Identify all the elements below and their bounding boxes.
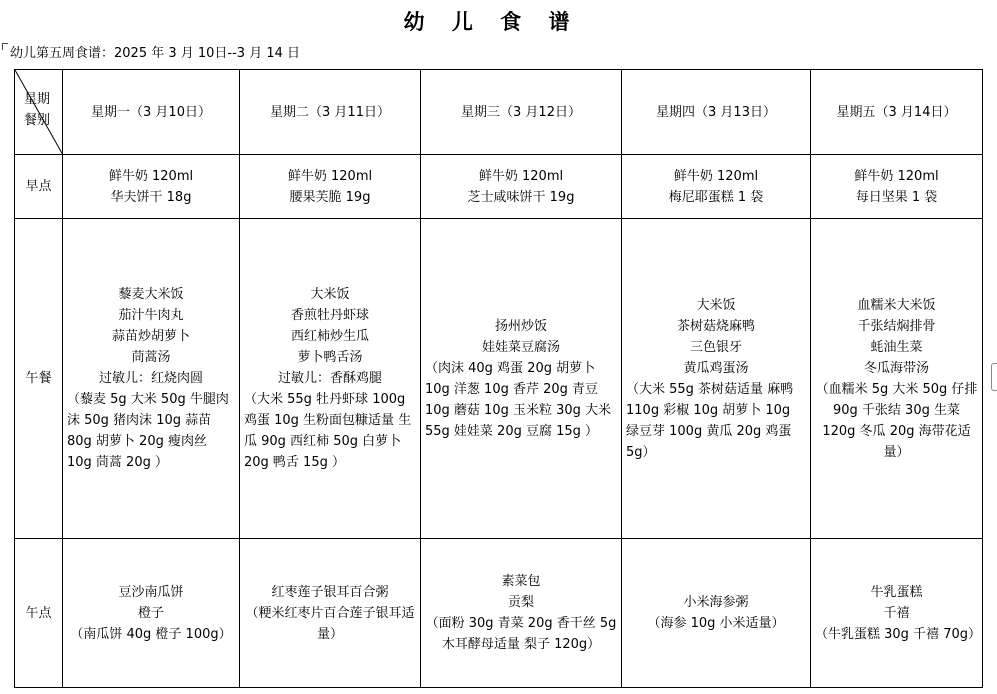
lunch-ingredients: （血糯米 5g 大米 50g 仔排 90g 千张结 30g 生菜 120g 冬瓜 20g 海带花适量）: [815, 381, 978, 460]
lunch-dish: 大米饭: [310, 287, 350, 302]
afternoon-cell: [421, 539, 622, 688]
day-header: 星期二（3 月11日）: [240, 70, 421, 155]
lunch-cell: [622, 219, 811, 539]
breakfast-item: 鲜牛奶 120ml: [854, 168, 939, 184]
lunch-dish: 扬州炒饭: [494, 318, 547, 334]
breakfast-item: 每日坚果 1 袋: [855, 189, 938, 205]
breakfast-cell: [240, 155, 421, 219]
day-header: 星期五（3 月14日）: [811, 70, 983, 155]
breakfast-cell: [421, 155, 622, 219]
lunch-dish: 千张结焖排骨: [857, 318, 936, 334]
lunch-dish: 冬瓜海带汤: [863, 360, 929, 376]
lunch-dish: 茶树菇烧麻鸭: [676, 318, 755, 334]
afternoon-cell: [811, 539, 983, 688]
lunch-dish: 藜麦大米饭: [118, 287, 184, 302]
afternoon-ingredients: （海参 10g 小米适量）: [647, 616, 785, 631]
lunch-allergy-dish: 过敏儿：香酥鸡腿: [277, 371, 382, 386]
breakfast-item: 鲜牛奶 120ml: [108, 168, 194, 184]
afternoon-item: 牛乳蛋糕: [870, 584, 923, 600]
row-label-breakfast: 早点: [15, 155, 63, 219]
breakfast-cell: [63, 155, 240, 219]
breakfast-item: 芝士咸味饼干 19g: [467, 189, 575, 205]
lunch-allergy-dish: 过敏儿：红烧肉圆: [98, 371, 203, 386]
afternoon-item: 千禧: [883, 605, 910, 621]
lunch-dish: 黄瓜鸡蛋汤: [683, 360, 749, 376]
breakfast-cell: [622, 155, 811, 219]
afternoon-cell: [63, 539, 240, 688]
afternoon-item: 贡梨: [507, 595, 534, 610]
breakfast-item: 鲜牛奶 120ml: [478, 168, 564, 184]
breakfast-item: 鲜牛奶 120ml: [673, 168, 759, 184]
row-label-lunch: 午餐: [15, 219, 63, 539]
day-header: 星期一（3 月10日）: [63, 70, 240, 155]
afternoon-item: 素菜包: [501, 574, 541, 589]
side-handle[interactable]: [991, 363, 997, 391]
anchor-marker: [2, 43, 8, 50]
corner-label-meal: 餐别: [23, 113, 50, 128]
afternoon-item: 橙子: [137, 605, 164, 621]
lunch-dish: 血糯米大米饭: [857, 297, 936, 313]
corner-cell: [15, 70, 63, 155]
lunch-cell: [421, 219, 622, 539]
lunch-dish: 西红柿炒生瓜: [290, 329, 369, 344]
lunch-dish: 大米饭: [696, 297, 736, 313]
lunch-cell: [240, 219, 421, 539]
row-label-afternoon: 午点: [15, 539, 63, 688]
lunch-dish: 蚝油生菜: [870, 339, 923, 355]
lunch-dish: 蒜苗炒胡萝卜: [111, 329, 190, 344]
afternoon-ingredients: （面粉 30g 青菜 20g 香干丝 5g 木耳酵母适量 梨子 120g）: [425, 616, 617, 652]
lunch-dish: 萝卜鸭舌汤: [297, 350, 363, 365]
lunch-ingredients: （大米 55g 茶树菇适量 麻鸭 110g 彩椒 10g 胡萝卜 10g 绿豆芽 100g 黄瓜 20g 鸡蛋 5g）: [626, 381, 794, 460]
lunch-ingredients: （藜麦 5g 大米 50g 牛腿肉沫 50g 猪肉沫 10g 蒜苗 80g 胡萝卜 20g 瘦肉丝 10g 茼蒿 20g ）: [67, 392, 229, 470]
lunch-cell: [63, 219, 240, 539]
lunch-cell: [811, 219, 983, 539]
lunch-dish: 娃娃菜豆腐汤: [481, 339, 560, 355]
corner-label-week: 星期: [23, 92, 50, 107]
afternoon-item: 小米海参粥: [683, 595, 749, 610]
breakfast-cell: [811, 155, 983, 219]
afternoon-item: 豆沙南瓜饼: [118, 584, 184, 600]
afternoon-cell: [622, 539, 811, 688]
lunch-row: [15, 219, 983, 539]
header-row: [15, 70, 983, 155]
lunch-dish: 茄汁牛肉丸: [118, 308, 184, 323]
breakfast-item: 梅尼耶蛋糕 1 袋: [668, 189, 764, 205]
day-header: 星期四（3 月13日）: [622, 70, 811, 155]
lunch-dish: 三色银牙: [689, 339, 742, 355]
menu-week-subtitle: 幼儿第五周食谱：2025 年 3 月 10日--3 月 14 日: [10, 46, 301, 61]
afternoon-ingredients: （牛乳蛋糕 30g 千禧 70g）: [815, 626, 981, 642]
breakfast-item: 华夫饼干 18g: [110, 189, 192, 205]
lunch-dish: 茼蒿汤: [131, 350, 171, 365]
afternoon-cell: [240, 539, 421, 688]
menu-table: [14, 69, 983, 688]
breakfast-item: 腰果芙脆 19g: [289, 189, 371, 205]
breakfast-item: 鲜牛奶 120ml: [287, 168, 373, 184]
day-header: 星期三（3 月12日）: [421, 70, 622, 155]
afternoon-row: [15, 539, 983, 688]
lunch-dish: 香煎牡丹虾球: [290, 308, 369, 323]
afternoon-item: 红枣莲子银耳百合粥: [271, 584, 389, 600]
lunch-ingredients: （大米 55g 牡丹虾球 100g 鸡蛋 10g 生粉面包糠适量 生瓜 90g 西红柿 50g 白萝卜 20g 鸭舌 15g ）: [244, 392, 412, 470]
afternoon-ingredients: （南瓜饼 40g 橙子 100g）: [70, 626, 232, 642]
page-title: 幼 儿 食 谱: [403, 10, 580, 34]
afternoon-ingredients: （粳米红枣片百合莲子银耳适量）: [245, 605, 415, 642]
breakfast-row: [15, 155, 983, 219]
lunch-ingredients: （肉沫 40g 鸡蛋 20g 胡萝卜 10g 洋葱 10g 香芹 20g 青豆 10g 蘑菇 10g 玉米粒 30g 大米 55g 娃娃菜 20g 豆腐 15g ）: [425, 360, 612, 439]
